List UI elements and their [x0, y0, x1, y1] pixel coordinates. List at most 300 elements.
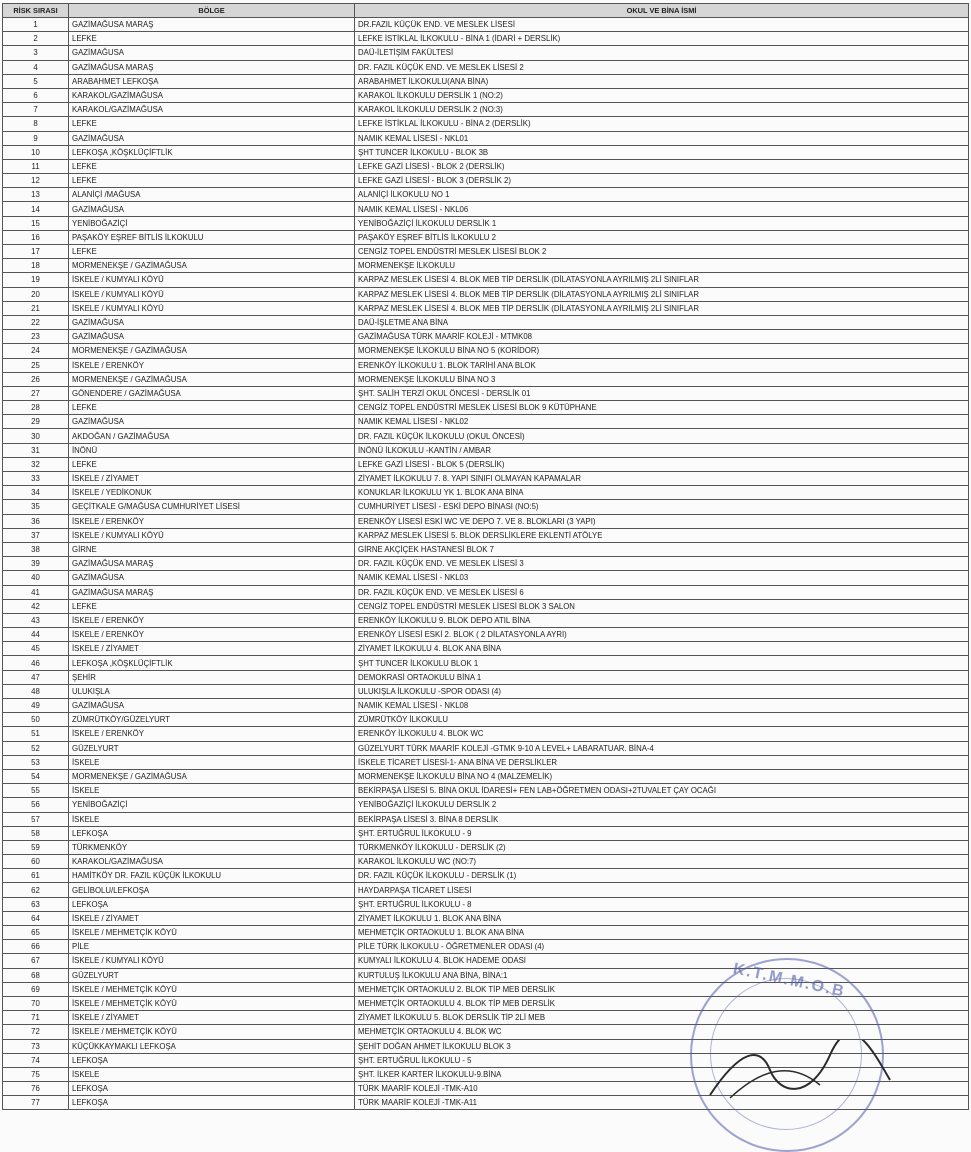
region-cell: LEFKOŞA ,KÖŞKLÜÇİFTLİK [69, 145, 355, 159]
region-cell: KARAKOL/GAZİMAĞUSA [69, 88, 355, 102]
table-row [3, 472, 969, 486]
school-building-cell: ŞHT. İLKER KARTER İLKOKULU-9.BİNA [355, 1067, 969, 1081]
school-building-cell: ŞEHİT DOĞAN AHMET İLKOKULU BLOK 3 [355, 1039, 969, 1053]
table-row [3, 798, 969, 812]
table-row [3, 88, 969, 102]
table-row [3, 628, 969, 642]
school-building-cell: ŞHT. ERTUĞRUL İLKOKULU - 5 [355, 1053, 969, 1067]
region-cell: LEFKE [69, 117, 355, 131]
header-row [3, 4, 969, 18]
region-cell: GAZİMAĞUSA [69, 330, 355, 344]
school-building-cell: ZİYAMET İLKOKULU 5. BLOK DERSLİK TİP 2Lİ MEB [355, 1011, 969, 1025]
risk-order-cell: 3 [3, 46, 69, 60]
region-cell: GÖNENDERE / GAZİMAĞUSA [69, 386, 355, 400]
region-cell: GÜZELYURT [69, 741, 355, 755]
region-cell: İSKELE / ZİYAMET [69, 472, 355, 486]
table-row [3, 528, 969, 542]
school-building-cell: CENGİZ TOPEL ENDÜSTRİ MESLEK LİSESİ BLOK 3 SALON [355, 599, 969, 613]
school-building-cell: ZİYAMET İLKOKULU 1. BLOK ANA BİNA [355, 911, 969, 925]
school-building-cell: LEFKE İSTİKLAL İLKOKULU - BİNA 2 (DERSLİK) [355, 117, 969, 131]
region-cell: ULUKIŞLA [69, 684, 355, 698]
school-building-cell: DR.FAZIL KÜÇÜK END. VE MESLEK LİSESİ [355, 18, 969, 32]
school-building-cell: İNÖNÜ İLKOKULU -KANTİN / AMBAR [355, 443, 969, 457]
table-row [3, 486, 969, 500]
table-row [3, 855, 969, 869]
school-building-cell: KARPAZ MESLEK LİSESİ 5. BLOK DERSLİKLERE EKLENTİ ATÖLYE [355, 528, 969, 542]
risk-order-cell: 26 [3, 372, 69, 386]
region-cell: İSKELE / KUMYALI KÖYÜ [69, 954, 355, 968]
table-row [3, 585, 969, 599]
region-cell: LEFKOŞA [69, 1053, 355, 1067]
school-building-cell: MEHMETÇİK ORTAOKULU 1. BLOK ANA BİNA [355, 926, 969, 940]
table-row [3, 457, 969, 471]
risk-order-cell: 18 [3, 259, 69, 273]
school-building-cell: DR. FAZIL KÜÇÜK END. VE MESLEK LİSESİ 3 [355, 557, 969, 571]
school-building-cell: DEMOKRASİ ORTAOKULU BİNA 1 [355, 670, 969, 684]
table-row [3, 897, 969, 911]
table-row [3, 656, 969, 670]
risk-order-cell: 68 [3, 968, 69, 982]
region-cell: GAZİMAĞUSA MARAŞ [69, 585, 355, 599]
table-row [3, 826, 969, 840]
risk-order-cell: 77 [3, 1096, 69, 1110]
risk-order-cell: 41 [3, 585, 69, 599]
school-building-cell: KARPAZ MESLEK LİSESİ 4. BLOK MEB TİP DERSLİK (DİLATASYONLA AYRILMIŞ 2Lİ SINIFLAR [355, 273, 969, 287]
school-building-cell: İSKELE TİCARET LİSESİ-1- ANA BİNA VE DERSLİKLER [355, 755, 969, 769]
region-cell: İSKELE / ERENKÖY [69, 613, 355, 627]
risk-order-cell: 70 [3, 996, 69, 1010]
school-building-cell: KONUKLAR İLKOKULU YK 1. BLOK ANA BİNA [355, 486, 969, 500]
region-cell: GAZİMAĞUSA [69, 571, 355, 585]
table-row [3, 670, 969, 684]
school-building-cell: LEFKE GAZİ LİSESİ - BLOK 5 (DERSLİK) [355, 457, 969, 471]
region-cell: TÜRKMENKÖY [69, 840, 355, 854]
school-building-cell: DAÜ-İLETİŞİM FAKÜLTESİ [355, 46, 969, 60]
risk-order-cell: 76 [3, 1082, 69, 1096]
school-building-cell: ERENKÖY İLKOKULU 1. BLOK TARİHİ ANA BLOK [355, 358, 969, 372]
region-cell: GEÇİTKALE G/MAĞUSA CUMHURİYET LİSESİ [69, 500, 355, 514]
school-building-cell: DR. FAZIL KÜÇÜK END. VE MESLEK LİSESİ 6 [355, 585, 969, 599]
region-cell: İSKELE [69, 1067, 355, 1081]
table-row [3, 344, 969, 358]
table-row [3, 599, 969, 613]
risk-order-cell: 17 [3, 245, 69, 259]
table-row [3, 159, 969, 173]
region-cell: MORMENEKŞE / GAZİMAĞUSA [69, 259, 355, 273]
school-building-cell: ARABAHMET İLKOKULU(ANA BİNA) [355, 74, 969, 88]
table-row [3, 812, 969, 826]
region-cell: GAZİMAĞUSA [69, 415, 355, 429]
region-cell: YENİBOĞAZİÇİ [69, 216, 355, 230]
risk-order-cell: 48 [3, 684, 69, 698]
table-row [3, 103, 969, 117]
region-cell: PİLE [69, 940, 355, 954]
region-cell: LEFKOŞA [69, 826, 355, 840]
risk-order-cell: 60 [3, 855, 69, 869]
region-cell: LEFKE [69, 159, 355, 173]
school-building-cell: ZİYAMET İLKOKULU 7. 8. YAPI SINIFI OLMAYAN KAPAMALAR [355, 472, 969, 486]
school-building-cell: MEHMETÇİK ORTAOKULU 4. BLOK WC [355, 1025, 969, 1039]
risk-order-cell: 1 [3, 18, 69, 32]
table-row [3, 926, 969, 940]
risk-order-cell: 65 [3, 926, 69, 940]
table-row [3, 769, 969, 783]
school-building-cell: NAMIK KEMAL LİSESİ - NKL02 [355, 415, 969, 429]
region-cell: ALANİÇİ /MAĞUSA [69, 188, 355, 202]
risk-order-cell: 6 [3, 88, 69, 102]
school-building-cell: YENİBOĞAZİÇİ İLKOKULU DERSLİK 1 [355, 216, 969, 230]
table-row [3, 571, 969, 585]
region-cell: GAZİMAĞUSA [69, 699, 355, 713]
risk-order-cell: 40 [3, 571, 69, 585]
risk-order-cell: 35 [3, 500, 69, 514]
risk-order-cell: 46 [3, 656, 69, 670]
table-row [3, 174, 969, 188]
table-row [3, 230, 969, 244]
table-row [3, 301, 969, 315]
school-building-cell: LEFKE GAZİ LİSESİ - BLOK 2 (DERSLİK) [355, 159, 969, 173]
risk-order-cell: 24 [3, 344, 69, 358]
table-row [3, 613, 969, 627]
risk-order-cell: 11 [3, 159, 69, 173]
table-row [3, 415, 969, 429]
region-cell: LEFKE [69, 457, 355, 471]
school-building-cell: KARAKOL İLKOKULU DERSLİK 2 (NO:3) [355, 103, 969, 117]
school-building-cell: NAMIK KEMAL LİSESİ - NKL08 [355, 699, 969, 713]
school-building-cell: KUMYALI İLKOKULU 4. BLOK HADEME ODASI [355, 954, 969, 968]
risk-order-cell: 30 [3, 429, 69, 443]
risk-order-cell: 45 [3, 642, 69, 656]
signature-scribble [700, 1040, 900, 1100]
risk-order-cell: 13 [3, 188, 69, 202]
risk-order-cell: 49 [3, 699, 69, 713]
table-row [3, 18, 969, 32]
school-building-cell: MORMENEKŞE İLKOKULU [355, 259, 969, 273]
school-building-cell: DR. FAZIL KÜÇÜK END. VE MESLEK LİSESİ 2 [355, 60, 969, 74]
region-cell: HAMİTKÖY DR. FAZIL KÜÇÜK İLKOKULU [69, 869, 355, 883]
school-building-cell: GİRNE AKÇİÇEK HASTANESİ BLOK 7 [355, 542, 969, 556]
table-row [3, 727, 969, 741]
risk-order-cell: 64 [3, 911, 69, 925]
risk-order-cell: 21 [3, 301, 69, 315]
risk-order-cell: 63 [3, 897, 69, 911]
risk-order-cell: 72 [3, 1025, 69, 1039]
school-building-cell: DR. FAZIL KÜÇÜK İLKOKULU - DERSLİK (1) [355, 869, 969, 883]
school-building-cell: NAMIK KEMAL LİSESİ - NKL06 [355, 202, 969, 216]
risk-order-cell: 37 [3, 528, 69, 542]
school-building-cell: MORMENEKŞE İLKOKULU BİNA NO 5 (KORİDOR) [355, 344, 969, 358]
stamp-text: K.T.M.M.O.B [731, 960, 848, 1001]
region-cell: İNÖNÜ [69, 443, 355, 457]
table-body [3, 18, 969, 1110]
region-cell: GAZİMAĞUSA [69, 46, 355, 60]
table-row [3, 713, 969, 727]
risk-order-cell: 10 [3, 145, 69, 159]
risk-order-cell: 4 [3, 60, 69, 74]
region-cell: İSKELE / KUMYALI KÖYÜ [69, 301, 355, 315]
risk-order-cell: 54 [3, 769, 69, 783]
table-row [3, 259, 969, 273]
table-row [3, 514, 969, 528]
header-region: BÖLGE [69, 4, 355, 18]
risk-order-cell: 12 [3, 174, 69, 188]
region-cell: İSKELE / MEHMETÇİK KÖYÜ [69, 1025, 355, 1039]
school-building-cell: ALANİÇİ İLKOKULU NO 1 [355, 188, 969, 202]
school-building-cell: GAZİMAĞUSA TÜRK MAARİF KOLEJİ - MTMK08 [355, 330, 969, 344]
region-cell: İSKELE / ERENKÖY [69, 628, 355, 642]
region-cell: LEFKE [69, 599, 355, 613]
region-cell: İSKELE [69, 755, 355, 769]
region-cell: İSKELE / ERENKÖY [69, 514, 355, 528]
school-building-cell: ERENKÖY İLKOKULU 9. BLOK DEPO ATIL BİNA [355, 613, 969, 627]
risk-order-cell: 43 [3, 613, 69, 627]
school-building-cell: ZÜMRÜTKÖY İLKOKULU [355, 713, 969, 727]
risk-order-cell: 53 [3, 755, 69, 769]
school-building-cell: NAMIK KEMAL LİSESİ - NKL01 [355, 131, 969, 145]
table-row [3, 642, 969, 656]
region-cell: GAZİMAĞUSA MARAŞ [69, 60, 355, 74]
region-cell: İSKELE / ERENKÖY [69, 358, 355, 372]
region-cell: AKDOĞAN / GAZİMAĞUSA [69, 429, 355, 443]
table-row [3, 287, 969, 301]
school-building-cell: KARAKOL İLKOKULU WC (NO:7) [355, 855, 969, 869]
table-row [3, 245, 969, 259]
risk-table-sheet [2, 3, 968, 1110]
risk-order-cell: 50 [3, 713, 69, 727]
region-cell: LEFKE [69, 32, 355, 46]
table-row [3, 883, 969, 897]
school-building-cell: TÜRKMENKÖY İLKOKULU - DERSLİK (2) [355, 840, 969, 854]
region-cell: LEFKE [69, 401, 355, 415]
table-row [3, 429, 969, 443]
school-building-cell: KARPAZ MESLEK LİSESİ 4. BLOK MEB TİP DERSLİK (DİLATASYONLA AYRILMIŞ 2Lİ SINIFLAR [355, 287, 969, 301]
school-building-cell: CENGİZ TOPEL ENDÜSTRİ MESLEK LİSESİ BLOK 2 [355, 245, 969, 259]
risk-order-cell: 22 [3, 315, 69, 329]
region-cell: İSKELE / KUMYALI KÖYÜ [69, 528, 355, 542]
risk-order-cell: 31 [3, 443, 69, 457]
header-risk-order: RİSK SIRASI [3, 4, 69, 18]
risk-order-cell: 56 [3, 798, 69, 812]
risk-table [2, 3, 969, 1110]
risk-order-cell: 8 [3, 117, 69, 131]
risk-order-cell: 55 [3, 784, 69, 798]
risk-order-cell: 39 [3, 557, 69, 571]
table-row [3, 840, 969, 854]
region-cell: İSKELE / ZİYAMET [69, 1011, 355, 1025]
table-row [3, 911, 969, 925]
region-cell: KÜÇÜKKAYMAKLI LEFKOŞA [69, 1039, 355, 1053]
school-building-cell: NAMIK KEMAL LİSESİ - NKL03 [355, 571, 969, 585]
risk-order-cell: 7 [3, 103, 69, 117]
table-row [3, 202, 969, 216]
table-row [3, 330, 969, 344]
risk-order-cell: 27 [3, 386, 69, 400]
school-building-cell: LEFKE GAZİ LİSESİ - BLOK 3 (DERSLİK 2) [355, 174, 969, 188]
region-cell: İSKELE / MEHMETÇİK KÖYÜ [69, 982, 355, 996]
school-building-cell: ERENKÖY LİSESİ ESKİ WC VE DEPO 7. VE 8. BLOKLARI (3 YAPI) [355, 514, 969, 528]
risk-order-cell: 51 [3, 727, 69, 741]
school-building-cell: BEKİRPAŞA LİSESİ 3. BİNA 8 DERSLİK [355, 812, 969, 826]
risk-order-cell: 23 [3, 330, 69, 344]
region-cell: YENİBOĞAZİÇİ [69, 798, 355, 812]
table-row [3, 699, 969, 713]
risk-order-cell: 44 [3, 628, 69, 642]
region-cell: GELİBOLU/LEFKOŞA [69, 883, 355, 897]
school-building-cell: MEHMETÇİK ORTAOKULU 4. BLOK TİP MEB DERSLİK [355, 996, 969, 1010]
region-cell: KARAKOL/GAZİMAĞUSA [69, 103, 355, 117]
table-row [3, 32, 969, 46]
risk-order-cell: 28 [3, 401, 69, 415]
region-cell: LEFKE [69, 174, 355, 188]
risk-order-cell: 19 [3, 273, 69, 287]
risk-order-cell: 75 [3, 1067, 69, 1081]
school-building-cell: DR. FAZIL KÜÇÜK İLKOKULU (OKUL ÖNCESİ) [355, 429, 969, 443]
region-cell: İSKELE / KUMYALI KÖYÜ [69, 287, 355, 301]
table-row [3, 358, 969, 372]
risk-order-cell: 16 [3, 230, 69, 244]
region-cell: İSKELE [69, 784, 355, 798]
risk-order-cell: 14 [3, 202, 69, 216]
region-cell: GAZİMAĞUSA [69, 202, 355, 216]
school-building-cell: ERENKÖY LİSESİ ESKİ 2. BLOK ( 2 DİLATASYONLA AYRI) [355, 628, 969, 642]
school-building-cell: ZİYAMET İLKOKULU 4. BLOK ANA BİNA [355, 642, 969, 656]
school-building-cell: ŞHT TUNCER İLKOKULU BLOK 1 [355, 656, 969, 670]
risk-order-cell: 42 [3, 599, 69, 613]
table-row [3, 784, 969, 798]
region-cell: MORMENEKŞE / GAZİMAĞUSA [69, 344, 355, 358]
risk-order-cell: 73 [3, 1039, 69, 1053]
table-row [3, 386, 969, 400]
risk-order-cell: 2 [3, 32, 69, 46]
risk-order-cell: 25 [3, 358, 69, 372]
school-building-cell: TÜRK MAARİF KOLEJİ -TMK-A11 [355, 1096, 969, 1110]
table-header [3, 4, 969, 18]
region-cell: PAŞAKÖY EŞREF BİTLİS İLKOKULU [69, 230, 355, 244]
school-building-cell: HAYDARPAŞA TİCARET LİSESİ [355, 883, 969, 897]
region-cell: GAZİMAĞUSA MARAŞ [69, 18, 355, 32]
risk-order-cell: 67 [3, 954, 69, 968]
region-cell: LEFKOŞA [69, 1096, 355, 1110]
school-building-cell: YENİBOĞAZİÇİ İLKOKULU DERSLİK 2 [355, 798, 969, 812]
school-building-cell: MEHMETÇİK ORTAOKULU 2. BLOK TİP MEB DERSLİK [355, 982, 969, 996]
table-row [3, 443, 969, 457]
school-building-cell: LEFKE İSTİKLAL İLKOKULU - BİNA 1 (İDARİ + DERSLİK) [355, 32, 969, 46]
table-row [3, 869, 969, 883]
table-row [3, 741, 969, 755]
risk-order-cell: 57 [3, 812, 69, 826]
region-cell: LEFKOŞA [69, 897, 355, 911]
school-building-cell: ERENKÖY İLKOKULU 4. BLOK WC [355, 727, 969, 741]
region-cell: İSKELE / KUMYALI KÖYÜ [69, 273, 355, 287]
table-row [3, 216, 969, 230]
table-row [3, 273, 969, 287]
region-cell: İSKELE / ZİYAMET [69, 911, 355, 925]
risk-order-cell: 74 [3, 1053, 69, 1067]
region-cell: LEFKE [69, 245, 355, 259]
table-row [3, 940, 969, 954]
school-building-cell: KURTULUŞ İLKOKULU ANA BİNA, BİNA:1 [355, 968, 969, 982]
school-building-cell: MORMENEKŞE İLKOKULU BİNA NO 3 [355, 372, 969, 386]
region-cell: LEFKOŞA ,KÖŞKLÜÇİFTLİK [69, 656, 355, 670]
risk-order-cell: 62 [3, 883, 69, 897]
region-cell: GAZİMAĞUSA MARAŞ [69, 557, 355, 571]
region-cell: İSKELE / MEHMETÇİK KÖYÜ [69, 926, 355, 940]
region-cell: GAZİMAĞUSA [69, 315, 355, 329]
risk-order-cell: 34 [3, 486, 69, 500]
region-cell: GİRNE [69, 542, 355, 556]
table-row [3, 557, 969, 571]
school-building-cell: MORMENEKŞE İLKOKULU BİNA NO 4 (MALZEMELİK) [355, 769, 969, 783]
risk-order-cell: 9 [3, 131, 69, 145]
table-row [3, 755, 969, 769]
table-row [3, 188, 969, 202]
school-building-cell: PAŞAKÖY EŞREF BİTLİS İLKOKULU 2 [355, 230, 969, 244]
table-row [3, 500, 969, 514]
table-row [3, 131, 969, 145]
risk-order-cell: 66 [3, 940, 69, 954]
region-cell: LEFKOŞA [69, 1082, 355, 1096]
school-building-cell: ULUKIŞLA İLKOKULU -SPOR ODASI (4) [355, 684, 969, 698]
region-cell: KARAKOL/GAZİMAĞUSA [69, 855, 355, 869]
table-row [3, 60, 969, 74]
school-building-cell: PİLE TÜRK İLKOKULU - ÖĞRETMENLER ODASI (4) [355, 940, 969, 954]
region-cell: ZÜMRÜTKÖY/GÜZELYURT [69, 713, 355, 727]
region-cell: ARABAHMET LEFKOŞA [69, 74, 355, 88]
risk-order-cell: 20 [3, 287, 69, 301]
school-building-cell: ŞHT TUNCER İLKOKULU - BLOK 3B [355, 145, 969, 159]
region-cell: İSKELE / ERENKÖY [69, 727, 355, 741]
risk-order-cell: 71 [3, 1011, 69, 1025]
school-building-cell: CUMHURİYET LİSESİ - ESKİ DEPO BİNASI (NO:5) [355, 500, 969, 514]
risk-order-cell: 47 [3, 670, 69, 684]
school-building-cell: CENGİZ TOPEL ENDÜSTRİ MESLEK LİSESİ BLOK 9 KÜTÜPHANE [355, 401, 969, 415]
region-cell: MORMENEKŞE / GAZİMAĞUSA [69, 372, 355, 386]
table-row [3, 542, 969, 556]
table-row [3, 74, 969, 88]
region-cell: MORMENEKŞE / GAZİMAĞUSA [69, 769, 355, 783]
table-row [3, 401, 969, 415]
risk-order-cell: 58 [3, 826, 69, 840]
risk-order-cell: 59 [3, 840, 69, 854]
region-cell: İSKELE / ZİYAMET [69, 642, 355, 656]
school-building-cell: BEKİRPAŞA LİSESİ 5. BİNA OKUL İDARESİ+ FEN LAB+ÖĞRETMEN ODASI+2TUVALET ÇAY OCAĞI [355, 784, 969, 798]
school-building-cell: KARPAZ MESLEK LİSESİ 4. BLOK MEB TİP DERSLİK (DİLATASYONLA AYRILMIŞ 2Lİ SINIFLAR [355, 301, 969, 315]
school-building-cell: ŞHT. ERTUĞRUL İLKOKULU - 8 [355, 897, 969, 911]
school-building-cell: GÜZELYURT TÜRK MAARİF KOLEJİ -GTMK 9-10 A LEVEL+ LABARATUAR. BİNA-4 [355, 741, 969, 755]
risk-order-cell: 29 [3, 415, 69, 429]
region-cell: İSKELE / MEHMETÇİK KÖYÜ [69, 996, 355, 1010]
region-cell: GAZİMAĞUSA [69, 131, 355, 145]
region-cell: GÜZELYURT [69, 968, 355, 982]
risk-order-cell: 69 [3, 982, 69, 996]
risk-order-cell: 32 [3, 457, 69, 471]
table-row [3, 684, 969, 698]
table-row [3, 46, 969, 60]
risk-order-cell: 36 [3, 514, 69, 528]
header-school-building: OKUL VE BİNA İSMİ [355, 4, 969, 18]
table-row [3, 315, 969, 329]
risk-order-cell: 5 [3, 74, 69, 88]
risk-order-cell: 38 [3, 542, 69, 556]
region-cell: ŞEHİR [69, 670, 355, 684]
risk-order-cell: 33 [3, 472, 69, 486]
table-row [3, 145, 969, 159]
school-building-cell: ŞHT. SALİH TERZİ OKUL ÖNCESİ - DERSLİK 01 [355, 386, 969, 400]
risk-order-cell: 15 [3, 216, 69, 230]
region-cell: İSKELE / YEDİKONUK [69, 486, 355, 500]
school-building-cell: DAÜ-İŞLETME ANA BİNA [355, 315, 969, 329]
school-building-cell: KARAKOL İLKOKULU DERSLİK 1 (NO:2) [355, 88, 969, 102]
